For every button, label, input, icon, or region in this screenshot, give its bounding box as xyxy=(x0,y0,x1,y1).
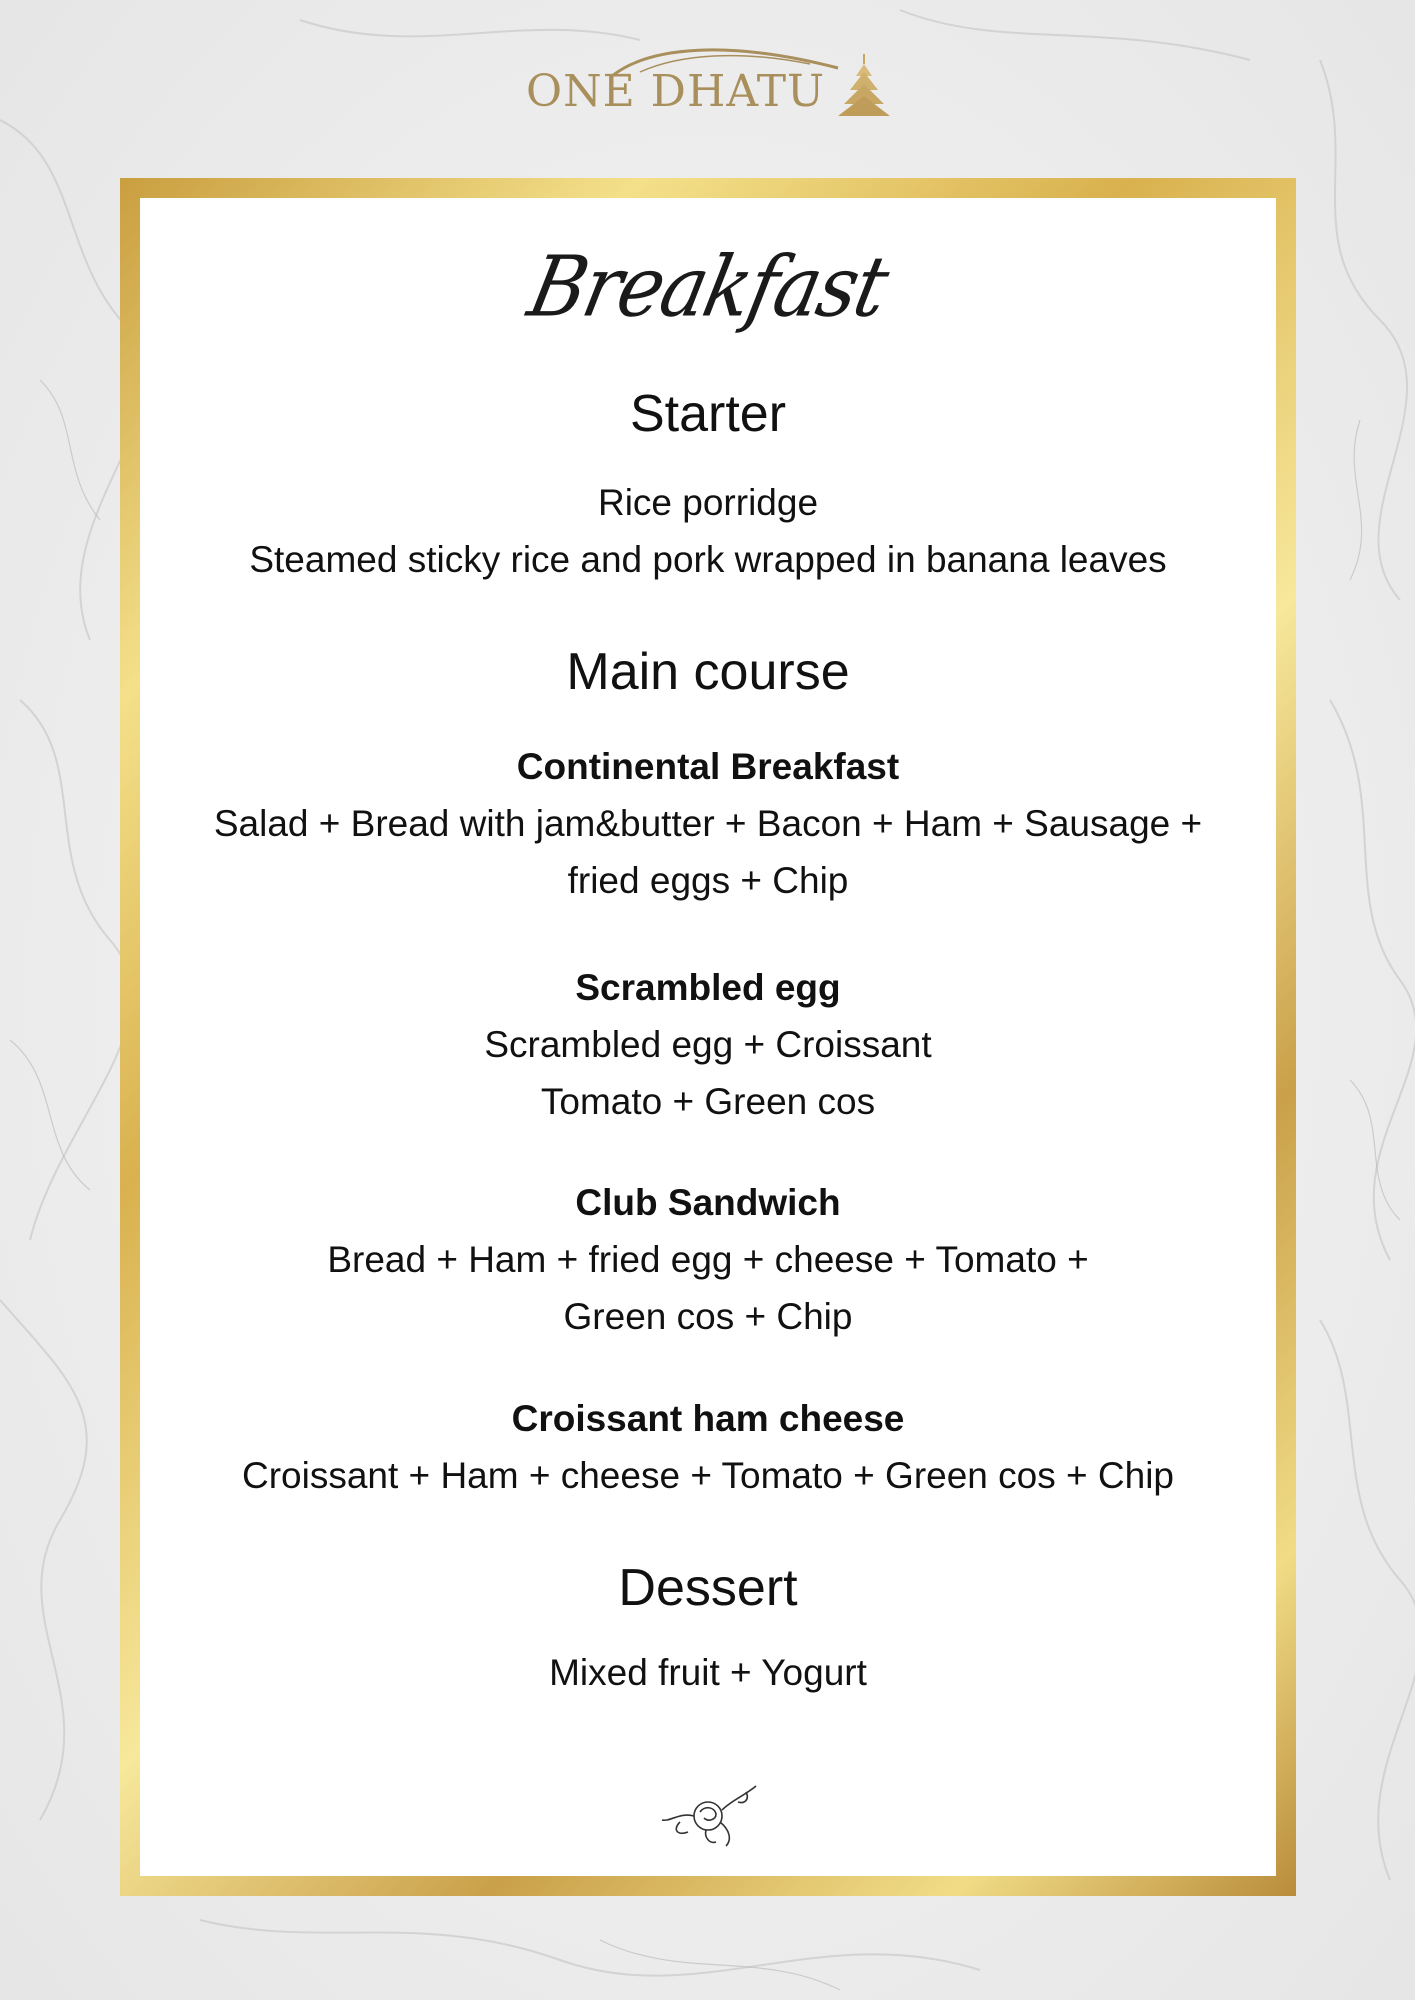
gold-frame xyxy=(120,178,1296,1896)
menu-item-title: Continental Breakfast xyxy=(516,746,900,787)
menu-item-line: Tomato + Green cos xyxy=(540,1081,876,1122)
rose-ornament-icon xyxy=(660,1782,760,1848)
menu-card xyxy=(140,198,1276,1876)
starter-line: Rice porridge xyxy=(597,482,819,523)
menu-item-title: Club Sandwich xyxy=(575,1182,841,1223)
starter-line: Steamed sticky rice and pork wrapped in banana leaves xyxy=(249,539,1167,580)
menu-item-title: Scrambled egg xyxy=(575,967,841,1008)
starter-heading: Starter xyxy=(629,385,787,443)
dessert-heading: Dessert xyxy=(618,1559,798,1617)
pagoda-icon xyxy=(836,54,892,118)
menu-item-line: Bread + Ham + fried egg + cheese + Tomato + xyxy=(327,1239,1089,1280)
menu-item-line: Scrambled egg + Croissant xyxy=(484,1024,932,1065)
dessert-line: Mixed fruit + Yogurt xyxy=(549,1652,867,1693)
menu-item-title: Croissant ham cheese xyxy=(511,1398,905,1439)
main-course-heading: Main course xyxy=(566,643,850,701)
menu-item-line: Green cos + Chip xyxy=(563,1296,853,1337)
logo-text: ONE DHATU xyxy=(526,66,826,117)
menu-item-line: Salad + Bread with jam&butter + Bacon + Ham + Sausage + xyxy=(213,803,1203,844)
menu-title: Breakfast xyxy=(520,237,896,336)
menu-item-line: fried eggs + Chip xyxy=(567,860,849,901)
one-dhatu-logo xyxy=(520,38,900,128)
menu-item-line: Croissant + Ham + cheese + Tomato + Green cos + Chip xyxy=(242,1455,1174,1496)
